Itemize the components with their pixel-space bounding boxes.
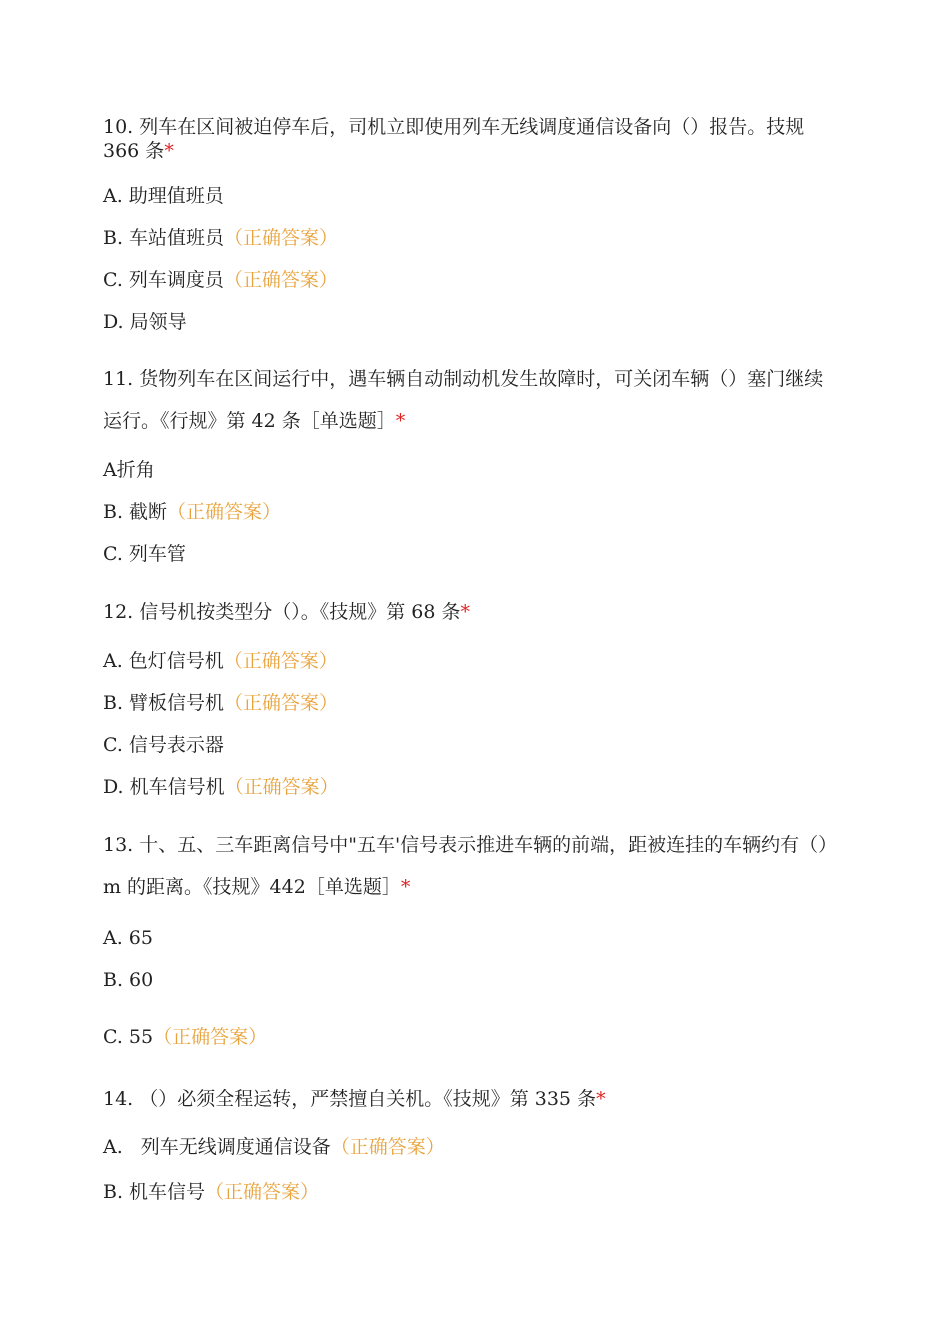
- question-13: [103, 824, 833, 908]
- option-text: 信号表示器: [128, 734, 224, 756]
- option-letter: A.: [103, 650, 123, 672]
- required-mark: *: [395, 410, 406, 432]
- correct-answer-tag: （正确答案）: [224, 776, 339, 798]
- option-letter: A.: [103, 927, 123, 949]
- option-12-c[interactable]: [103, 733, 224, 757]
- option-10-b[interactable]: [103, 226, 338, 250]
- question-text: （）必须全程运转，严禁擅自关机。《技规》第 335 条: [139, 1088, 597, 1110]
- option-10-c[interactable]: [103, 268, 338, 292]
- option-12-b[interactable]: [103, 691, 338, 715]
- option-14-a[interactable]: [103, 1135, 445, 1159]
- question-number: 11.: [103, 368, 134, 390]
- option-text: 车站值班员: [129, 227, 225, 249]
- option-letter: D.: [103, 776, 124, 798]
- option-13-c[interactable]: [103, 1025, 267, 1049]
- option-letter: A.: [103, 1136, 123, 1158]
- question-number: 14.: [103, 1088, 134, 1110]
- required-mark: *: [164, 140, 174, 162]
- option-11-c[interactable]: [103, 542, 186, 566]
- option-letter: B.: [103, 1181, 124, 1203]
- correct-answer-tag: （正确答案）: [224, 692, 339, 714]
- option-11-a[interactable]: [103, 458, 155, 482]
- option-12-d[interactable]: [103, 775, 339, 799]
- option-text: 折角: [116, 459, 155, 481]
- question-11: [103, 358, 833, 442]
- correct-answer-tag: （正确答案）: [330, 1136, 445, 1158]
- option-letter: C.: [103, 734, 123, 756]
- correct-answer-tag: （正确答案）: [223, 650, 338, 672]
- option-letter: B.: [103, 227, 124, 249]
- option-13-b[interactable]: [103, 968, 153, 992]
- option-text: 55: [128, 1026, 154, 1048]
- option-text: 列车管: [128, 543, 186, 565]
- required-mark: *: [460, 601, 470, 623]
- option-letter: B.: [103, 969, 124, 991]
- option-letter: B.: [103, 501, 124, 523]
- correct-answer-tag: （正确答案）: [223, 269, 338, 291]
- option-14-b[interactable]: [103, 1180, 319, 1204]
- option-text: 65: [128, 927, 153, 949]
- question-text: 货物列车在区间运行中，遇车辆自动制动机发生故障时，可关闭车辆（）塞门继续运行。《行规》第 42 条［单选题］: [103, 368, 824, 432]
- question-10: [103, 115, 833, 163]
- correct-answer-tag: （正确答案）: [153, 1026, 268, 1048]
- option-text: 60: [129, 969, 154, 991]
- option-text: 臂板信号机: [129, 692, 225, 714]
- option-text: 机车信号: [129, 1181, 206, 1203]
- correct-answer-tag: （正确答案）: [167, 501, 282, 523]
- option-letter: C.: [103, 1026, 123, 1048]
- option-11-b[interactable]: [103, 500, 281, 524]
- option-letter: C.: [103, 543, 123, 565]
- question-text: 十、五、三车距离信号中"五车'信号表示推进车辆的前端，距被连挂的车辆约有（）m 的距离。《技规》442［单选题］: [103, 834, 828, 898]
- option-text: 机车信号机: [129, 776, 225, 798]
- required-mark: *: [596, 1088, 606, 1110]
- question-number: 10.: [103, 116, 134, 138]
- option-13-a[interactable]: [103, 926, 153, 950]
- option-letter: D.: [103, 311, 124, 333]
- option-letter: C.: [103, 269, 123, 291]
- option-letter: A.: [103, 185, 123, 207]
- question-number: 13.: [103, 834, 134, 856]
- option-text: 助理值班员: [128, 185, 224, 207]
- option-10-a[interactable]: [103, 184, 224, 208]
- option-12-a[interactable]: [103, 649, 338, 673]
- option-text: 列车无线调度通信设备: [140, 1136, 331, 1158]
- question-text: 列车在区间被迫停车后，司机立即使用列车无线调度通信设备向（）报告。技规 366 条: [103, 116, 805, 162]
- option-text: 截断: [129, 501, 168, 523]
- option-text: 色灯信号机: [128, 650, 224, 672]
- option-letter: B.: [103, 692, 124, 714]
- question-text: 信号机按类型分（）。《技规》第 68 条: [139, 601, 461, 623]
- correct-answer-tag: （正确答案）: [205, 1181, 320, 1203]
- option-10-d[interactable]: [103, 310, 187, 334]
- question-number: 12.: [103, 601, 134, 623]
- option-letter: A: [103, 459, 117, 481]
- required-mark: *: [400, 876, 411, 898]
- correct-answer-tag: （正确答案）: [224, 227, 339, 249]
- question-12: [103, 600, 833, 624]
- question-14: [103, 1087, 833, 1111]
- option-text: 局领导: [129, 311, 187, 333]
- option-text: 列车调度员: [128, 269, 224, 291]
